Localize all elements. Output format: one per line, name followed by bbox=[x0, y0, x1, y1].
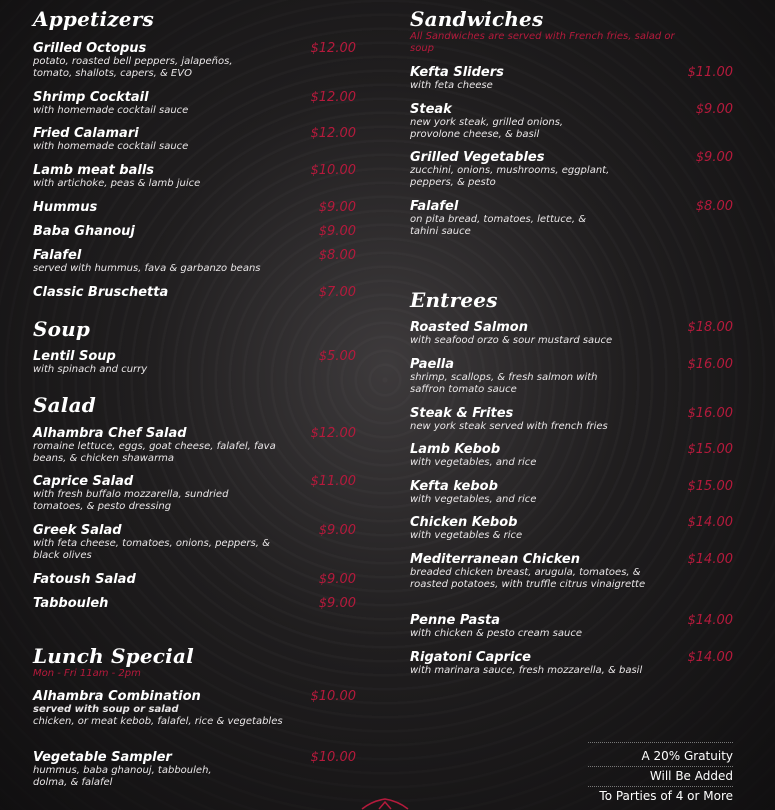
item-name: Lentil Soup bbox=[33, 349, 116, 364]
menu-item bbox=[410, 515, 735, 542]
item-description: with vegetables, and rice bbox=[410, 457, 537, 468]
item-price: $10.00 bbox=[310, 750, 356, 765]
item-description: with spinach and curry bbox=[33, 364, 148, 375]
item-price: $5.00 bbox=[318, 349, 356, 364]
item-description: with artichoke, peas & lamb juice bbox=[33, 178, 201, 189]
item-name: Alhambra Chef Salad bbox=[33, 426, 187, 441]
item-price: $8.00 bbox=[695, 199, 733, 214]
lunch-hours-note: Mon - Fri 11am - 2pm bbox=[33, 668, 141, 679]
item-description: zucchini, onions, mushrooms, eggplant, peppers, & pesto bbox=[410, 165, 610, 188]
item-name: Alhambra Combination bbox=[33, 689, 201, 704]
item-name: Lamb Kebob bbox=[410, 442, 501, 457]
item-description: with homemade cocktail sauce bbox=[33, 105, 189, 116]
item-name: Caprice Salad bbox=[33, 474, 134, 489]
item-price: $12.00 bbox=[310, 90, 356, 105]
menu-item bbox=[33, 200, 358, 215]
menu-item bbox=[410, 650, 735, 677]
item-price: $12.00 bbox=[310, 126, 356, 141]
item-description: breaded chicken breast, arugula, tomatoes, & roasted potatoes, with truffle citrus vinaigrette bbox=[410, 567, 646, 590]
menu-item bbox=[410, 150, 735, 189]
item-subtitle: served with soup or salad bbox=[33, 704, 179, 715]
sandwiches-heading: Sandwiches bbox=[410, 7, 544, 31]
item-name: Roasted Salmon bbox=[410, 320, 528, 335]
menu-item bbox=[33, 163, 358, 190]
salad-heading: Salad bbox=[33, 393, 96, 417]
menu-item bbox=[33, 750, 358, 789]
item-price: $15.00 bbox=[687, 479, 733, 494]
item-name: Steak & Frites bbox=[410, 406, 514, 421]
item-description: potato, roasted bell peppers, jalapeños, tomato, shallots, capers, & EVO bbox=[33, 56, 233, 79]
item-price: $16.00 bbox=[687, 357, 733, 372]
item-description: romaine lettuce, eggs, goat cheese, falafel, fava beans, & chicken shawarma bbox=[33, 441, 276, 464]
menu-item bbox=[33, 572, 358, 587]
menu-item bbox=[410, 102, 735, 141]
soup-heading: Soup bbox=[33, 317, 91, 341]
menu-item bbox=[33, 41, 358, 80]
menu-item bbox=[410, 613, 735, 640]
gratuity-line: To Parties of 4 or More bbox=[599, 789, 733, 803]
item-price: $15.00 bbox=[687, 442, 733, 457]
item-name: Falafel bbox=[33, 248, 82, 263]
item-name: Greek Salad bbox=[33, 523, 122, 538]
item-description: with fresh buffalo mozzarella, sundried tomatoes, & pesto dressing bbox=[33, 489, 229, 512]
gratuity-notice bbox=[588, 742, 733, 806]
item-price: $9.00 bbox=[695, 150, 733, 165]
appetizers-heading: Appetizers bbox=[33, 7, 154, 31]
item-name: Grilled Octopus bbox=[33, 41, 147, 56]
item-price: $7.00 bbox=[318, 285, 356, 300]
item-price: $9.00 bbox=[695, 102, 733, 117]
item-description: with marinara sauce, fresh mozzarella, & basil bbox=[410, 665, 643, 676]
menu-item bbox=[33, 523, 358, 562]
menu-item bbox=[33, 224, 358, 239]
menu-item bbox=[33, 248, 358, 275]
item-price: $9.00 bbox=[318, 596, 356, 611]
menu-item bbox=[33, 349, 358, 376]
menu-item bbox=[33, 596, 358, 611]
item-price: $9.00 bbox=[318, 200, 356, 215]
item-price: $10.00 bbox=[310, 689, 356, 704]
menu-item bbox=[410, 357, 735, 396]
item-description: with vegetables & rice bbox=[410, 530, 523, 541]
item-description: with feta cheese, tomatoes, onions, peppers, & black olives bbox=[33, 538, 270, 561]
item-price: $12.00 bbox=[310, 41, 356, 56]
item-price: $16.00 bbox=[687, 406, 733, 421]
item-price: $12.00 bbox=[310, 426, 356, 441]
menu-item bbox=[33, 90, 358, 117]
item-description: hummus, baba ghanouj, tabbouleh, dolma, & falafel bbox=[33, 765, 212, 788]
item-price: $10.00 bbox=[310, 163, 356, 178]
item-name: Vegetable Sampler bbox=[33, 750, 172, 765]
ornament-icon bbox=[360, 797, 410, 810]
menu-item bbox=[33, 126, 358, 153]
item-price: $8.00 bbox=[318, 248, 356, 263]
menu-item bbox=[410, 406, 735, 433]
item-description: served with hummus, fava & garbanzo beans bbox=[33, 263, 261, 274]
menu-item bbox=[33, 689, 358, 728]
item-name: Fatoush Salad bbox=[33, 572, 136, 587]
item-name: Tabbouleh bbox=[33, 596, 109, 611]
item-price: $9.00 bbox=[318, 572, 356, 587]
item-price: $14.00 bbox=[687, 515, 733, 530]
item-price: $9.00 bbox=[318, 523, 356, 538]
item-name: Rigatoni Caprice bbox=[410, 650, 531, 665]
item-description: with chicken & pesto cream sauce bbox=[410, 628, 583, 639]
item-name: Penne Pasta bbox=[410, 613, 501, 628]
item-price: $18.00 bbox=[687, 320, 733, 335]
item-name: Fried Calamari bbox=[33, 126, 139, 141]
menu-item bbox=[410, 65, 735, 92]
item-name: Chicken Kebob bbox=[410, 515, 518, 530]
item-description: with feta cheese bbox=[410, 80, 493, 91]
sandwiches-note: All Sandwiches are served with French fries, salad or soup bbox=[410, 31, 675, 54]
item-name: Falafel bbox=[410, 199, 459, 214]
item-name: Shrimp Cocktail bbox=[33, 90, 149, 105]
item-description: chicken, or meat kebob, falafel, rice & vegetables bbox=[33, 716, 283, 727]
gratuity-line: A 20% Gratuity bbox=[588, 747, 733, 767]
item-name: Mediterranean Chicken bbox=[410, 552, 580, 567]
item-price: $11.00 bbox=[310, 474, 356, 489]
item-description: with vegetables, and rice bbox=[410, 494, 537, 505]
item-name: Steak bbox=[410, 102, 452, 117]
item-description: shrimp, scallops, & fresh salmon with saffron tomato sauce bbox=[410, 372, 598, 395]
menu-item bbox=[410, 479, 735, 506]
item-name: Hummus bbox=[33, 200, 98, 215]
menu-item bbox=[410, 320, 735, 347]
item-price: $11.00 bbox=[687, 65, 733, 80]
menu-item bbox=[410, 442, 735, 469]
item-description: with homemade cocktail sauce bbox=[33, 141, 189, 152]
item-name: Grilled Vegetables bbox=[410, 150, 545, 165]
item-description: with seafood orzo & sour mustard sauce bbox=[410, 335, 613, 346]
entrees-heading: Entrees bbox=[410, 288, 498, 312]
item-price: $14.00 bbox=[687, 613, 733, 628]
menu-item bbox=[410, 552, 735, 591]
item-price: $9.00 bbox=[318, 224, 356, 239]
item-description: new york steak, grilled onions, provolone cheese, & basil bbox=[410, 117, 564, 140]
item-price: $14.00 bbox=[687, 552, 733, 567]
lunch-special-heading: Lunch Special bbox=[33, 644, 194, 668]
gratuity-line: Will Be Added bbox=[588, 767, 733, 787]
item-name: Kefta Sliders bbox=[410, 65, 504, 80]
item-description: on pita bread, tomatoes, lettuce, & tahini sauce bbox=[410, 214, 587, 237]
item-name: Baba Ghanouj bbox=[33, 224, 135, 239]
menu-item bbox=[410, 199, 735, 238]
item-name: Paella bbox=[410, 357, 454, 372]
item-name: Classic Bruschetta bbox=[33, 285, 169, 300]
menu-item bbox=[33, 285, 358, 300]
item-name: Kefta kebob bbox=[410, 479, 498, 494]
menu-item bbox=[33, 426, 358, 465]
menu-item bbox=[33, 474, 358, 513]
item-name: Lamb meat balls bbox=[33, 163, 155, 178]
item-price: $14.00 bbox=[687, 650, 733, 665]
item-description: new york steak served with french fries bbox=[410, 421, 608, 432]
